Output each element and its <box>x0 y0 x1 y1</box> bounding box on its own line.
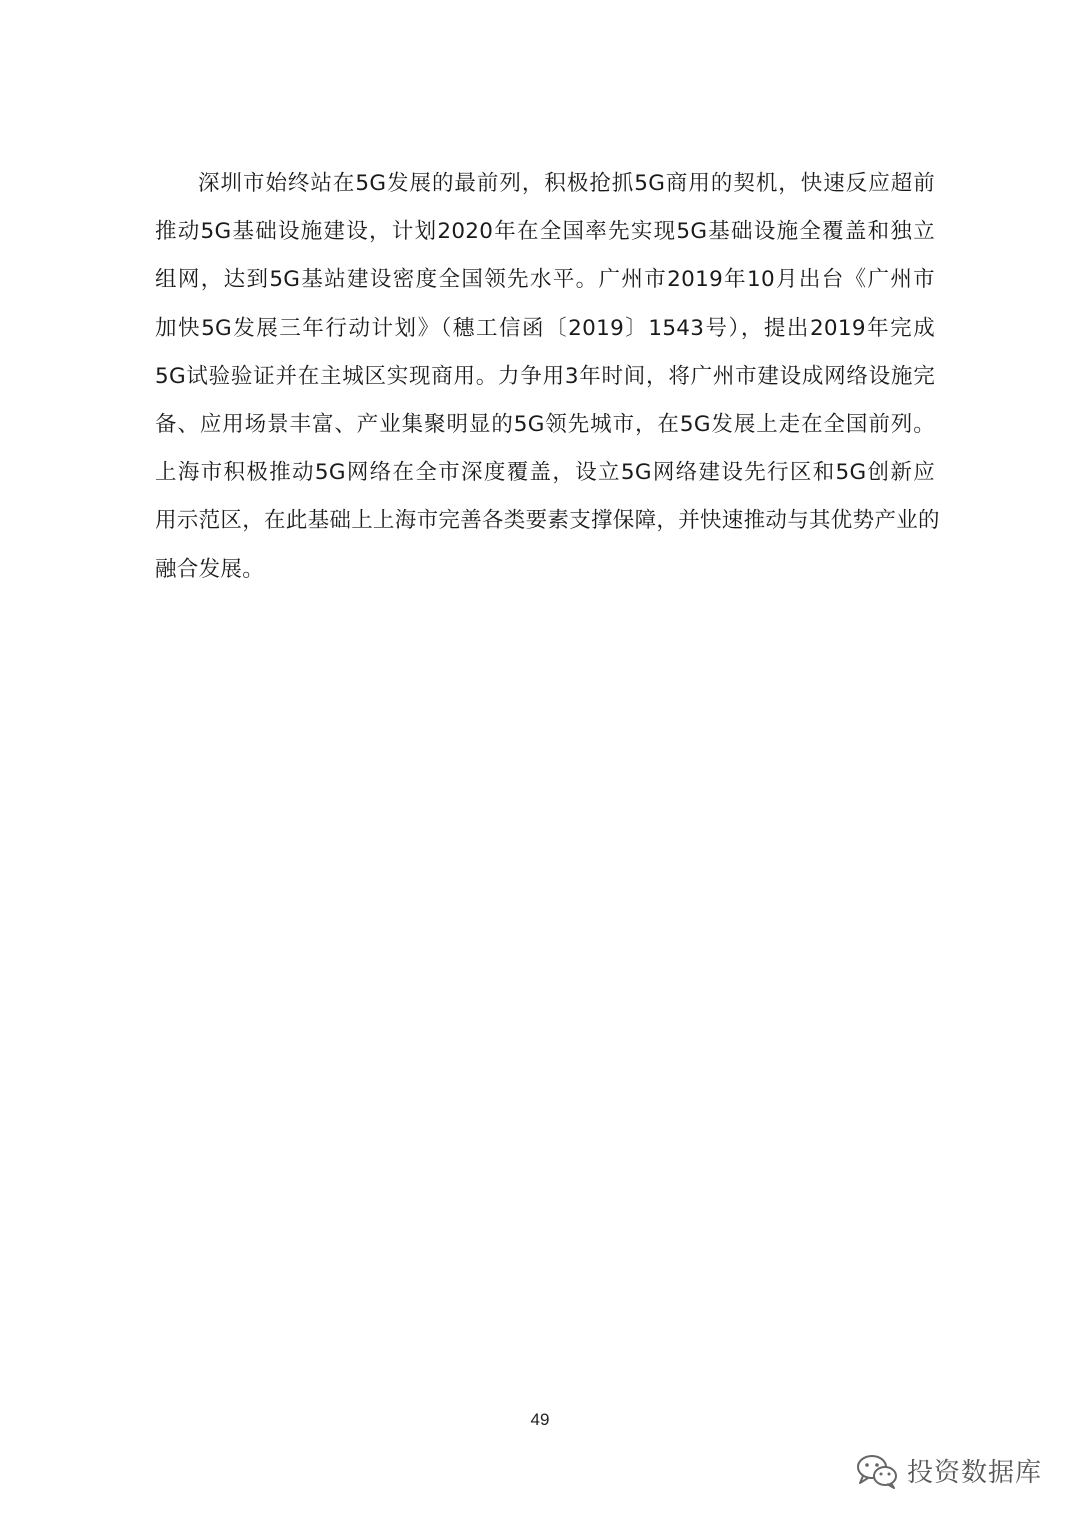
page-number: 49 <box>530 1410 550 1429</box>
paragraph-line: 推动5G基础设施建设，计划2020年在全国率先实现5G基础设施全覆盖和独立 <box>155 219 935 245</box>
watermark <box>855 1452 1042 1489</box>
wechat-icon <box>855 1453 899 1489</box>
paragraph-line: 组网，达到5G基站建设密度全国领先水平。广州市2019年10月出台《广州市 <box>155 267 935 293</box>
paragraph-line: 深圳市始终站在5G发展的最前列，积极抢抓5G商用的契机，快速反应超前 <box>198 171 935 196</box>
paragraph-line: 用示范区，在此基础上上海市完善各类要素支撑保障，并快速推动与其优势产业的 <box>155 508 940 534</box>
body-paragraph <box>155 160 940 594</box>
paragraph-line: 备、应用场景丰富、产业集聚明显的5G领先城市，在5G发展上走在全国前列。 <box>155 412 935 438</box>
paragraph-line: 加快5G发展三年行动计划》（穗工信函〔2019〕1543号），提出2019年完成 <box>155 315 935 341</box>
paragraph-line: 融合发展。 <box>155 556 265 582</box>
watermark-text: 投资数据库 <box>906 1458 1042 1488</box>
paragraph-line: 5G试验验证并在主城区实现商用。力争用3年时间，将广州市建设成网络设施完 <box>155 363 935 389</box>
paragraph-line: 上海市积极推动5G网络在全市深度覆盖，设立5G网络建设先行区和5G创新应 <box>155 460 935 486</box>
